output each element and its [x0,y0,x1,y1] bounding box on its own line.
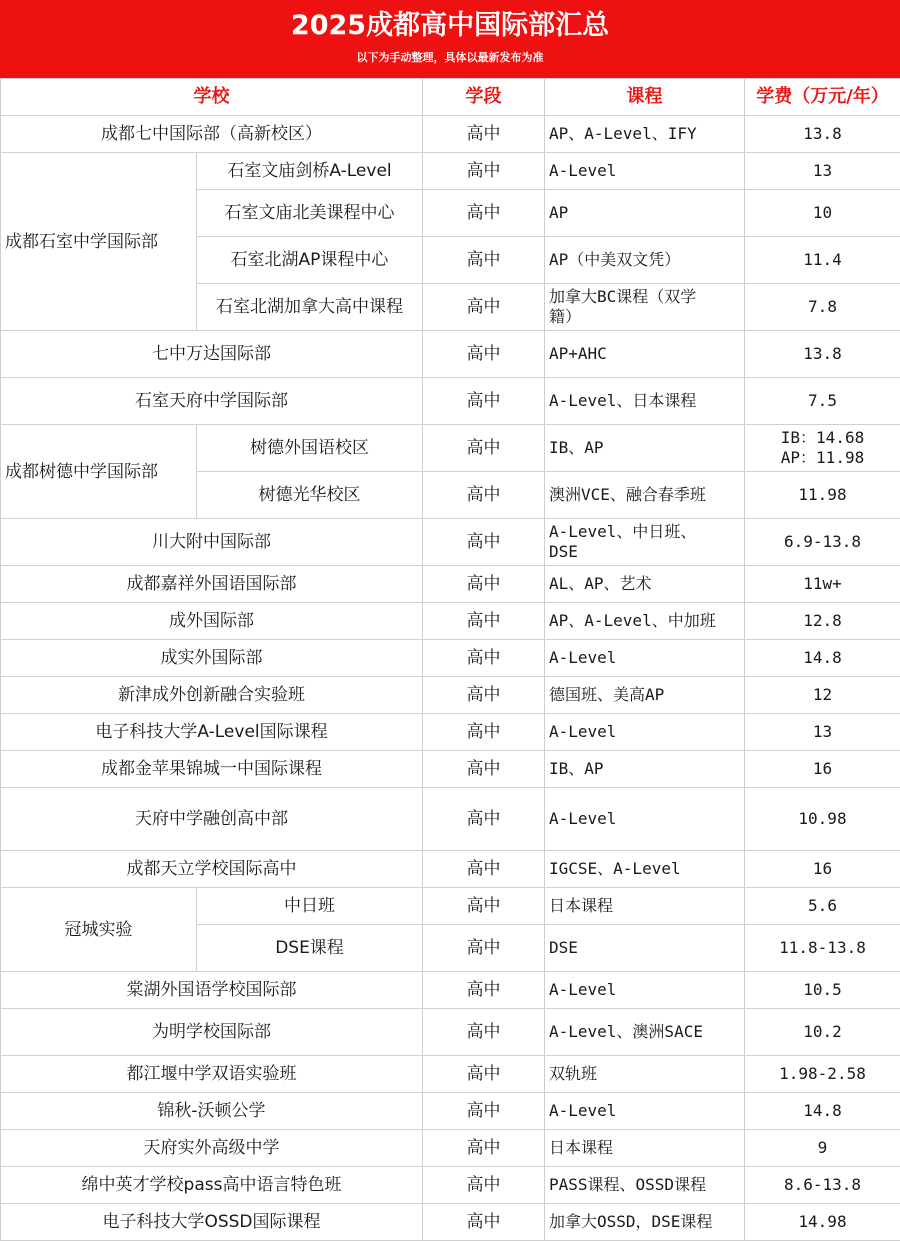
course-cell: IGCSE、A-Level [545,851,745,888]
table-row [1,519,900,566]
school-cell: 天府中学融创高中部 [1,788,423,851]
table-row [1,972,900,1009]
fee-cell: 1.98-2.58 [745,1056,900,1093]
fee-cell: 13 [745,153,900,190]
course-cell: A-Level、日本课程 [545,378,745,425]
stage-cell: 高中 [423,972,545,1009]
fee-cell: 11.98 [745,472,900,519]
table-row [1,788,900,851]
stage-cell: 高中 [423,788,545,851]
fee-cell: 6.9-13.8 [745,519,900,566]
header-banner [0,0,900,78]
campus-cell: 树德光华校区 [197,472,423,519]
campus-cell: 石室文庙剑桥A-Level [197,153,423,190]
stage-cell: 高中 [423,519,545,566]
school-cell: 电子科技大学A-Level国际课程 [1,714,423,751]
table-row [1,1093,900,1130]
campus-cell: 石室北湖AP课程中心 [197,237,423,284]
fee-cell: 16 [745,851,900,888]
stage-cell: 高中 [423,116,545,153]
course-cell: DSE [545,925,745,972]
stage-cell: 高中 [423,237,545,284]
school-table [0,78,900,1241]
school-cell: 成都树德中学国际部 [1,425,197,519]
fee-cell: 13 [745,714,900,751]
fee-cell: 14.8 [745,640,900,677]
stage-cell: 高中 [423,331,545,378]
fee-cell: 10.98 [745,788,900,851]
school-cell: 七中万达国际部 [1,331,423,378]
stage-cell: 高中 [423,677,545,714]
fee-cell: 10.5 [745,972,900,1009]
stage-cell: 高中 [423,1204,545,1241]
fee-cell: 10 [745,190,900,237]
course-cell: 双轨班 [545,1056,745,1093]
stage-cell: 高中 [423,190,545,237]
course-cell: A-Level [545,640,745,677]
fee-cell: 5.6 [745,888,900,925]
school-cell: 为明学校国际部 [1,1009,423,1056]
course-cell: AP+AHC [545,331,745,378]
course-cell: 澳洲VCE、融合春季班 [545,472,745,519]
course-cell: 加拿大OSSD，DSE课程 [545,1204,745,1241]
course-cell: AL、AP、艺术 [545,566,745,603]
school-cell: 成外国际部 [1,603,423,640]
stage-cell: 高中 [423,1093,545,1130]
school-cell: 成都嘉祥外国语国际部 [1,566,423,603]
page-title: 2025成都高中国际部汇总 [0,8,900,44]
table-row [1,116,900,153]
fee-cell: 8.6-13.8 [745,1167,900,1204]
course-cell: A-Level [545,714,745,751]
fee-cell: 12.8 [745,603,900,640]
stage-cell: 高中 [423,640,545,677]
course-cell: 加拿大BC课程（双学 籍） [545,284,745,331]
school-cell: 棠湖外国语学校国际部 [1,972,423,1009]
stage-cell: 高中 [423,284,545,331]
campus-cell: 中日班 [197,888,423,925]
stage-cell: 高中 [423,1056,545,1093]
campus-cell: 树德外国语校区 [197,425,423,472]
stage-cell: 高中 [423,425,545,472]
page-subtitle: 以下为手动整理，具体以最新发布为准 [0,50,900,66]
table-row [1,603,900,640]
school-cell: 成都天立学校国际高中 [1,851,423,888]
fee-cell: 13.8 [745,331,900,378]
course-cell: A-Level、中日班、 DSE [545,519,745,566]
stage-cell: 高中 [423,888,545,925]
stage-cell: 高中 [423,751,545,788]
course-cell: 德国班、美高AP [545,677,745,714]
school-cell: 新津成外创新融合实验班 [1,677,423,714]
course-cell: AP、A-Level、中加班 [545,603,745,640]
school-cell: 成都石室中学国际部 [1,153,197,331]
stage-cell: 高中 [423,472,545,519]
table-row [1,851,900,888]
stage-cell: 高中 [423,925,545,972]
fee-cell: 11.8-13.8 [745,925,900,972]
school-cell: 石室天府中学国际部 [1,378,423,425]
table-row [1,714,900,751]
table-row [1,888,900,925]
table-row [1,1204,900,1241]
column-header-course: 课程 [545,79,745,116]
table-row [1,378,900,425]
campus-cell: 石室北湖加拿大高中课程 [197,284,423,331]
school-cell: 成都七中国际部（高新校区） [1,116,423,153]
stage-cell: 高中 [423,603,545,640]
table-row [1,1009,900,1056]
stage-cell: 高中 [423,714,545,751]
table-row [1,1056,900,1093]
school-cell: 成实外国际部 [1,640,423,677]
course-cell: IB、AP [545,751,745,788]
fee-cell: 13.8 [745,116,900,153]
table-header-row [1,79,900,116]
course-cell: AP [545,190,745,237]
table-row [1,425,900,472]
table-row [1,751,900,788]
fee-cell: IB：14.68 AP：11.98 [745,425,900,472]
course-cell: A-Level、澳洲SACE [545,1009,745,1056]
course-cell: A-Level [545,153,745,190]
column-header-stage: 学段 [423,79,545,116]
course-cell: PASS课程、OSSD课程 [545,1167,745,1204]
course-cell: IB、AP [545,425,745,472]
fee-cell: 16 [745,751,900,788]
fee-cell: 9 [745,1130,900,1167]
fee-cell: 11w+ [745,566,900,603]
stage-cell: 高中 [423,378,545,425]
course-cell: A-Level [545,972,745,1009]
column-header-fee: 学费（万元/年） [745,79,900,116]
stage-cell: 高中 [423,153,545,190]
campus-cell: 石室文庙北美课程中心 [197,190,423,237]
fee-cell: 14.98 [745,1204,900,1241]
fee-cell: 7.8 [745,284,900,331]
school-cell: 都江堰中学双语实验班 [1,1056,423,1093]
table-row [1,1167,900,1204]
table-row [1,331,900,378]
school-cell: 川大附中国际部 [1,519,423,566]
stage-cell: 高中 [423,1167,545,1204]
course-cell: AP（中美双文凭） [545,237,745,284]
course-cell: A-Level [545,788,745,851]
stage-cell: 高中 [423,1130,545,1167]
school-cell: 天府实外高级中学 [1,1130,423,1167]
table-row [1,566,900,603]
table-row [1,1130,900,1167]
stage-cell: 高中 [423,851,545,888]
stage-cell: 高中 [423,566,545,603]
table-row [1,677,900,714]
course-cell: 日本课程 [545,888,745,925]
fee-cell: 10.2 [745,1009,900,1056]
course-cell: AP、A-Level、IFY [545,116,745,153]
school-cell: 锦秋-沃顿公学 [1,1093,423,1130]
course-cell: 日本课程 [545,1130,745,1167]
table-row [1,153,900,190]
campus-cell: DSE课程 [197,925,423,972]
column-header-school: 学校 [1,79,423,116]
fee-cell: 11.4 [745,237,900,284]
school-cell: 成都金苹果锦城一中国际课程 [1,751,423,788]
course-cell: A-Level [545,1093,745,1130]
stage-cell: 高中 [423,1009,545,1056]
fee-cell: 7.5 [745,378,900,425]
school-cell: 绵中英才学校pass高中语言特色班 [1,1167,423,1204]
fee-cell: 14.8 [745,1093,900,1130]
school-cell: 电子科技大学OSSD国际课程 [1,1204,423,1241]
school-cell: 冠城实验 [1,888,197,972]
fee-cell: 12 [745,677,900,714]
table-row [1,640,900,677]
